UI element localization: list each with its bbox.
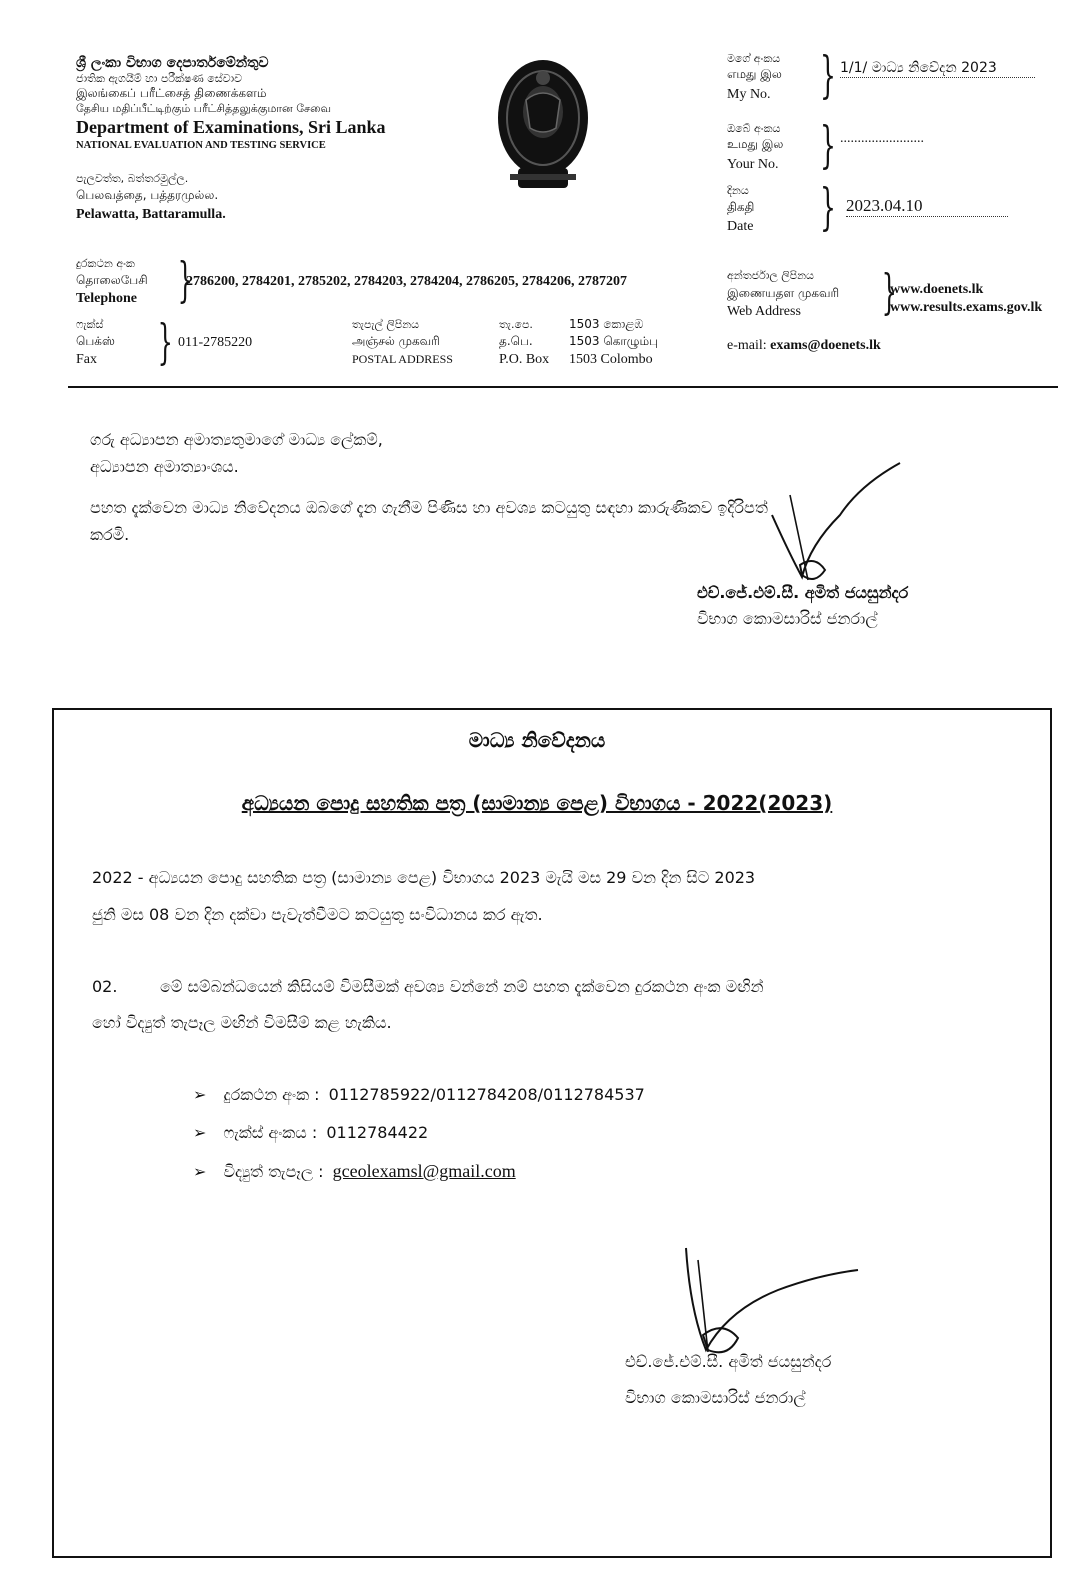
pobox-value-sinhala: 1503 කොළඹ (569, 317, 644, 331)
address-sinhala: පැලවත්ත, බත්තරමුල්ල. (76, 172, 189, 185)
contact-item-fax (193, 1123, 428, 1142)
header-divider (68, 386, 1058, 388)
your-no-label-english: Your No. (727, 157, 779, 172)
pobox-label-english: P.O. Box (499, 352, 550, 367)
release-subheading: අධ්‍යයන පොදු සහතික පත්‍ර (සාමාන්‍ය පෙළ) විභාගය - 2022(2023) (241, 791, 833, 815)
telephone-label-tamil: தொலைபேசி (76, 273, 148, 287)
date-label-sinhala: දිනය (727, 184, 749, 197)
org-name-tamil: இலங்கைப் பரீட்சைத் திணைக்களம் (76, 86, 267, 100)
my-no-label-english: My No. (727, 87, 771, 102)
release-para-2-number: 02. (92, 977, 118, 996)
cover-body-line-1: පහත දැක්වෙන මාධ්‍ය නිවේදනය ඔබගේ දැන ගැනීම පිණිස හා අවශ්‍ය කටයුතු සඳහා කාරුණිකව ඉදිරිපත් (90, 498, 768, 517)
postal-label-english: POSTAL ADDRESS (352, 352, 453, 366)
fax-label-tamil: பெக்ஸ் (76, 334, 115, 348)
sri-lanka-emblem (496, 56, 590, 192)
org-name-sinhala: ශ්‍රී ලංකා විභාග දෙපාර්තමේන්තුව (76, 55, 269, 71)
your-no-label-tamil: உமது இல (727, 137, 784, 151)
release-para-1-line-2: ජුනි මස 08 වන දින දක්වා පැවැත්වීමට කටයුතු සංවිධානය කර ඇත. (92, 905, 543, 924)
my-no-label-sinhala: මගේ අංකය (727, 52, 781, 65)
date-brace: } (819, 178, 836, 236)
contact-phone-label: දුරකථන අංක : (223, 1085, 320, 1104)
org-name-english: Department of Examinations, Sri Lanka (76, 117, 386, 137)
release-signer-title: විභාග කොමසාරිස් ජනරාල් (625, 1388, 806, 1407)
org-service-tamil: தேசிய மதிப்பீட்டிற்கும் பரீட்சித்தலுக்குமான சேவை (76, 102, 332, 115)
fax-label-sinhala: ෆැක්ස් (76, 318, 104, 331)
web-address-1[interactable]: www.doenets.lk (890, 282, 984, 297)
your-no-label-sinhala: ඔබේ අංකය (727, 122, 781, 135)
bullet-arrow-icon: ➢ (193, 1123, 207, 1142)
contact-fax-label: ෆැක්ස් අංකය : (223, 1123, 318, 1142)
date-label-english: Date (727, 219, 754, 234)
recipient-line-1: ගරු අධ්‍යාපන අමාත්‍යතුමාගේ මාධ්‍ය ලේකම්, (90, 430, 383, 449)
cover-signer-name: එච්.ජේ.එම්.සී. අමිත් ජයසුන්දර (697, 583, 909, 602)
fax-brace: } (157, 314, 173, 370)
my-no-value: 1/1/ මාධ්‍ය නිවේදන 2023 (840, 60, 1035, 78)
bullet-arrow-icon: ➢ (193, 1162, 207, 1181)
web-address-2[interactable]: www.results.exams.gov.lk (890, 300, 1043, 315)
cover-signature (760, 455, 910, 585)
email-label: e-mail: (727, 338, 767, 353)
release-signature (668, 1240, 868, 1360)
web-label-sinhala: අන්තර්ජාල ලිපිනය (727, 269, 814, 282)
fax-number: 011-2785220 (178, 335, 253, 350)
address-english: Pelawatta, Battaramulla. (76, 207, 226, 222)
pobox-label-tamil: த.பெ. (499, 334, 533, 348)
release-para-2-line-2: හෝ විද්‍යුත් තැපෑල මඟින් විමසීම් කළ හැකිය. (92, 1013, 392, 1032)
release-para-2-line-1: මේ සම්බන්ධයෙන් කිසියම් විමසීමක් අවශ්‍ය වන්නේ නම් පහත දැක්වෙන දුරකථන අංක මඟින් (160, 977, 764, 996)
release-signer-name: එච්.ජේ.එම්.සී. අමිත් ජයසුන්දර (625, 1352, 832, 1371)
email-row (727, 337, 881, 354)
your-no-brace: } (819, 116, 836, 174)
emblem-icon (496, 56, 590, 192)
pobox-value-english: 1503 Colombo (569, 352, 653, 367)
your-no-value: ........................ (840, 131, 924, 146)
contact-phone-value: 0112785922/0112784208/0112784537 (328, 1085, 645, 1104)
cover-body-line-2: කරමි. (90, 525, 130, 544)
org-service-english: NATIONAL EVALUATION AND TESTING SERVICE (76, 140, 326, 151)
pobox-value-tamil: 1503 கொழும்பு (569, 334, 659, 348)
org-service-sinhala: ජාතික ඇගයීම් හා පරීක්ෂණ සේවාව (76, 72, 243, 85)
postal-label-sinhala: තැපැල් ලිපිනය (352, 318, 420, 331)
contact-item-email (193, 1161, 516, 1182)
date-value: 2023.04.10 (846, 196, 1008, 217)
address-tamil: பெலவத்தை, பத்தரமுல்ல. (76, 188, 219, 202)
web-label-tamil: இணையதள முகவரி (727, 286, 840, 300)
release-para-1-line-1: 2022 - අධ්‍යයන පොදු සහතික පත්‍ර (සාමාන්‍ය පෙළ) විභාගය 2023 මැයි මස 29 වන දින සිට 2023 (92, 868, 756, 887)
contact-email-value[interactable]: gceolexamsl@gmail.com (332, 1161, 516, 1181)
telephone-numbers: 2786200, 2784201, 2785202, 2784203, 2784204, 2786205, 2784206, 2787207 (186, 274, 627, 289)
cover-signer-title: විභාග කොමසාරිස් ජනරාල් (697, 609, 878, 628)
fax-label-english: Fax (76, 352, 97, 367)
bullet-arrow-icon: ➢ (193, 1085, 207, 1104)
release-heading: මාධ්‍ය නිවේදනය (468, 728, 606, 752)
pobox-label-sinhala: තැ.පෙ. (499, 318, 533, 331)
my-no-brace: } (819, 46, 836, 104)
telephone-label-english: Telephone (76, 291, 137, 306)
telephone-brace: } (177, 252, 193, 308)
email-address[interactable]: exams@doenets.lk (770, 338, 881, 353)
contact-item-phone (193, 1085, 645, 1104)
recipient-line-2: අධ්‍යාපන අමාත්‍යාංශය. (90, 457, 239, 476)
postal-label-tamil: அஞ்சல் முகவரி (352, 334, 440, 348)
web-label-english: Web Address (727, 304, 801, 319)
web-brace: } (881, 264, 897, 320)
my-no-label-tamil: எமது இல (727, 67, 782, 81)
contact-email-label: විද්‍යුත් තැපෑල : (223, 1162, 324, 1181)
date-label-tamil: திகதி (727, 200, 755, 214)
contact-fax-value: 0112784422 (326, 1123, 429, 1142)
telephone-label-sinhala: දුරකථන අංක (76, 257, 135, 270)
